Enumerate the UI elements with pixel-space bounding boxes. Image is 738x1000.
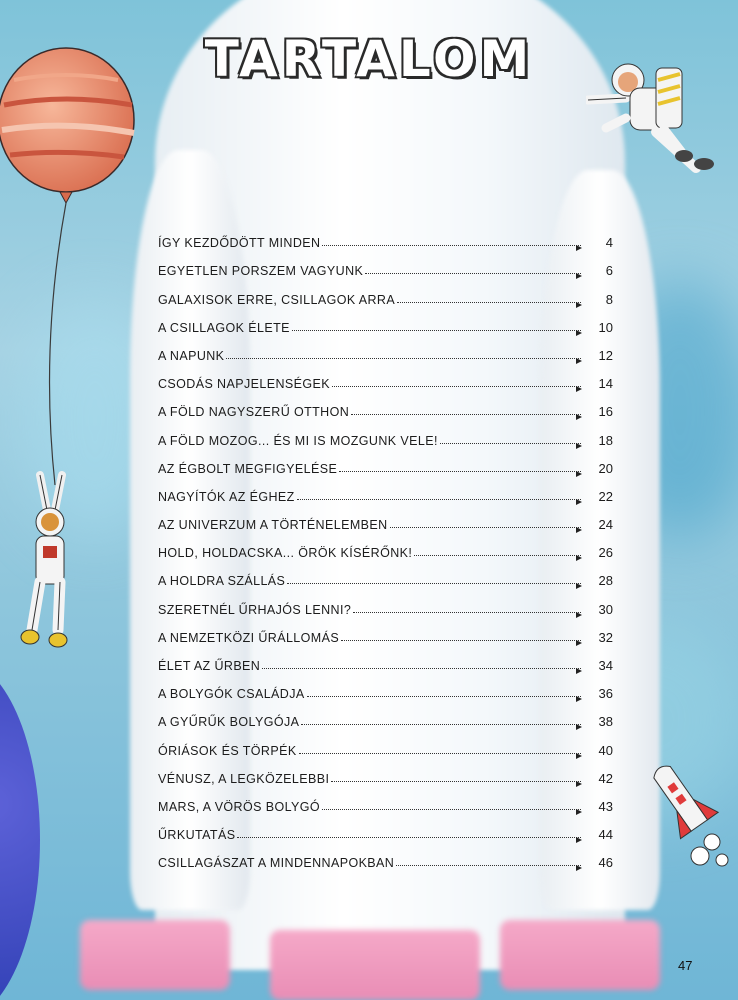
toc-entry-page: 10 <box>598 319 613 335</box>
dotted-leader <box>396 865 581 866</box>
toc-entry-title: GALAXISOK ERRE, CSILLAGOK ARRA <box>158 292 396 307</box>
toc-entry-title: AZ ÉGBOLT MEGFIGYELÉSE <box>158 461 338 476</box>
page-number: 47 <box>678 958 693 973</box>
toc-entry-title: A CSILLAGOK ÉLETE <box>158 320 290 335</box>
rocket-exhaust <box>270 930 480 1000</box>
toc-entry-page: 14 <box>598 376 613 392</box>
toc-entry-title: ÉLET AZ ŰRBEN <box>158 659 261 673</box>
toc-entry[interactable] <box>158 701 613 729</box>
toc-entry-page: 30 <box>598 601 613 617</box>
dotted-leader <box>331 781 581 782</box>
toc-entry[interactable] <box>158 335 613 363</box>
dotted-leader <box>440 443 581 444</box>
toc-entry-title: ÓRIÁSOK ÉS TÖRPÉK <box>158 743 297 758</box>
toc-entry-page: 44 <box>598 827 613 843</box>
blue-planet-edge <box>0 660 40 1000</box>
toc-entry-page: 46 <box>598 855 613 871</box>
toc-entry[interactable] <box>158 645 613 673</box>
toc-entry[interactable] <box>158 278 613 306</box>
dotted-leader <box>322 809 581 810</box>
toc-entry[interactable] <box>158 504 613 532</box>
rocket-exhaust <box>80 920 230 990</box>
dotted-leader <box>351 414 581 415</box>
toc-entry[interactable] <box>158 673 613 701</box>
toc-entry-title: VÉNUSZ, A LEGKÖZELEBBI <box>158 771 330 786</box>
dotted-leader <box>353 612 581 613</box>
toc-entry-page: 38 <box>598 714 613 730</box>
toc-entry-title: NAGYÍTÓK AZ ÉGHEZ <box>158 489 295 504</box>
toc-entry-title: SZERETNÉL ŰRHAJÓS LENNI? <box>158 602 352 617</box>
dotted-leader <box>332 386 581 387</box>
toc-entry-title: A FÖLD NAGYSZERŰ OTTHON <box>158 405 350 420</box>
toc-entry[interactable] <box>158 814 613 842</box>
toc-entry[interactable] <box>158 617 613 645</box>
toc-entry-page: 22 <box>598 488 613 504</box>
dotted-leader <box>307 696 581 697</box>
toc-entry-title: A FÖLD MOZOG... ÉS MI IS MOZGUNK VELE! <box>158 433 438 448</box>
dotted-leader <box>397 302 581 303</box>
toc-entry[interactable] <box>158 786 613 814</box>
toc-entry-page: 12 <box>598 347 613 363</box>
toc-entry-page: 26 <box>598 545 613 561</box>
dotted-leader <box>226 358 581 359</box>
dotted-leader <box>365 273 581 274</box>
toc-entry[interactable] <box>158 363 613 391</box>
toc-entry-title: MARS, A VÖRÖS BOLYGÓ <box>158 799 320 814</box>
toc-entry[interactable] <box>158 419 613 447</box>
toc-entry[interactable] <box>158 476 613 504</box>
toc-entry-page: 20 <box>598 460 613 476</box>
dotted-leader <box>287 583 581 584</box>
toc-entry-title: CSILLAGÁSZAT A MINDENNAPOKBAN <box>158 856 395 871</box>
toc-entry[interactable] <box>158 250 613 278</box>
toc-entry-page: 6 <box>605 263 613 279</box>
toc-entry[interactable] <box>158 532 613 560</box>
dotted-leader <box>339 471 581 472</box>
hanging-astronaut-icon <box>10 470 80 655</box>
toc-entry-page: 24 <box>598 517 613 533</box>
toc-entry-title: A BOLYGÓK CSALÁDJA <box>158 687 305 702</box>
dotted-leader <box>301 724 581 725</box>
toc-entry-title: HOLD, HOLDACSKA... ÖRÖK KÍSÉRŐNK! <box>158 546 413 561</box>
toc-entry[interactable] <box>158 307 613 335</box>
toc-entry-title: ŰRKUTATÁS <box>158 828 236 843</box>
toc-entry-title: EGYETLEN PORSZEM VAGYUNK <box>158 264 364 279</box>
toc-entry[interactable] <box>158 588 613 616</box>
dotted-leader <box>262 668 581 669</box>
toc-entry-page: 32 <box>598 629 613 645</box>
toc-entry-page: 28 <box>598 573 613 589</box>
dotted-leader <box>299 753 581 754</box>
toc-entry-title: ÍGY KEZDŐDÖTT MINDEN <box>158 236 321 251</box>
toc-entry-title: A HOLDRA SZÁLLÁS <box>158 574 286 589</box>
dotted-leader <box>292 330 581 331</box>
toc-entry[interactable] <box>158 758 613 786</box>
dotted-leader <box>237 837 581 838</box>
toc-entry[interactable] <box>158 729 613 757</box>
toc-entry[interactable] <box>158 391 613 419</box>
toc-entry-page: 40 <box>598 742 613 758</box>
toc-entry-title: AZ UNIVERZUM A TÖRTÉNELEMBEN <box>158 518 388 533</box>
dotted-leader <box>414 555 581 556</box>
toc-entry-page: 36 <box>598 686 613 702</box>
rocket-exhaust <box>500 920 660 990</box>
toc-entry[interactable] <box>158 842 613 870</box>
toc-entry[interactable] <box>158 560 613 588</box>
space-shuttle-icon <box>640 760 735 870</box>
dotted-leader <box>297 499 581 500</box>
toc-entry-page: 4 <box>605 235 613 251</box>
toc-entry[interactable] <box>158 448 613 476</box>
toc-entry[interactable] <box>158 222 613 250</box>
page-title: TARTALOM <box>204 30 534 88</box>
toc-entry-page: 8 <box>605 291 613 307</box>
toc-entry-title: A NAPUNK <box>158 348 225 363</box>
dotted-leader <box>341 640 581 641</box>
toc-entry-page: 42 <box>598 770 613 786</box>
dotted-leader <box>322 245 581 246</box>
table-of-contents <box>158 222 613 870</box>
toc-entry-page: 16 <box>598 404 613 420</box>
toc-entry-title: A GYŰRŰK BOLYGÓJA <box>158 715 300 730</box>
toc-entry-title: A NEMZETKÖZI ŰRÁLLOMÁS <box>158 630 340 645</box>
dotted-leader <box>390 527 581 528</box>
toc-entry-page: 43 <box>598 798 613 814</box>
toc-entry-title: CSODÁS NAPJELENSÉGEK <box>158 377 330 392</box>
toc-entry-page: 34 <box>598 658 613 673</box>
toc-entry-page: 18 <box>598 432 613 448</box>
